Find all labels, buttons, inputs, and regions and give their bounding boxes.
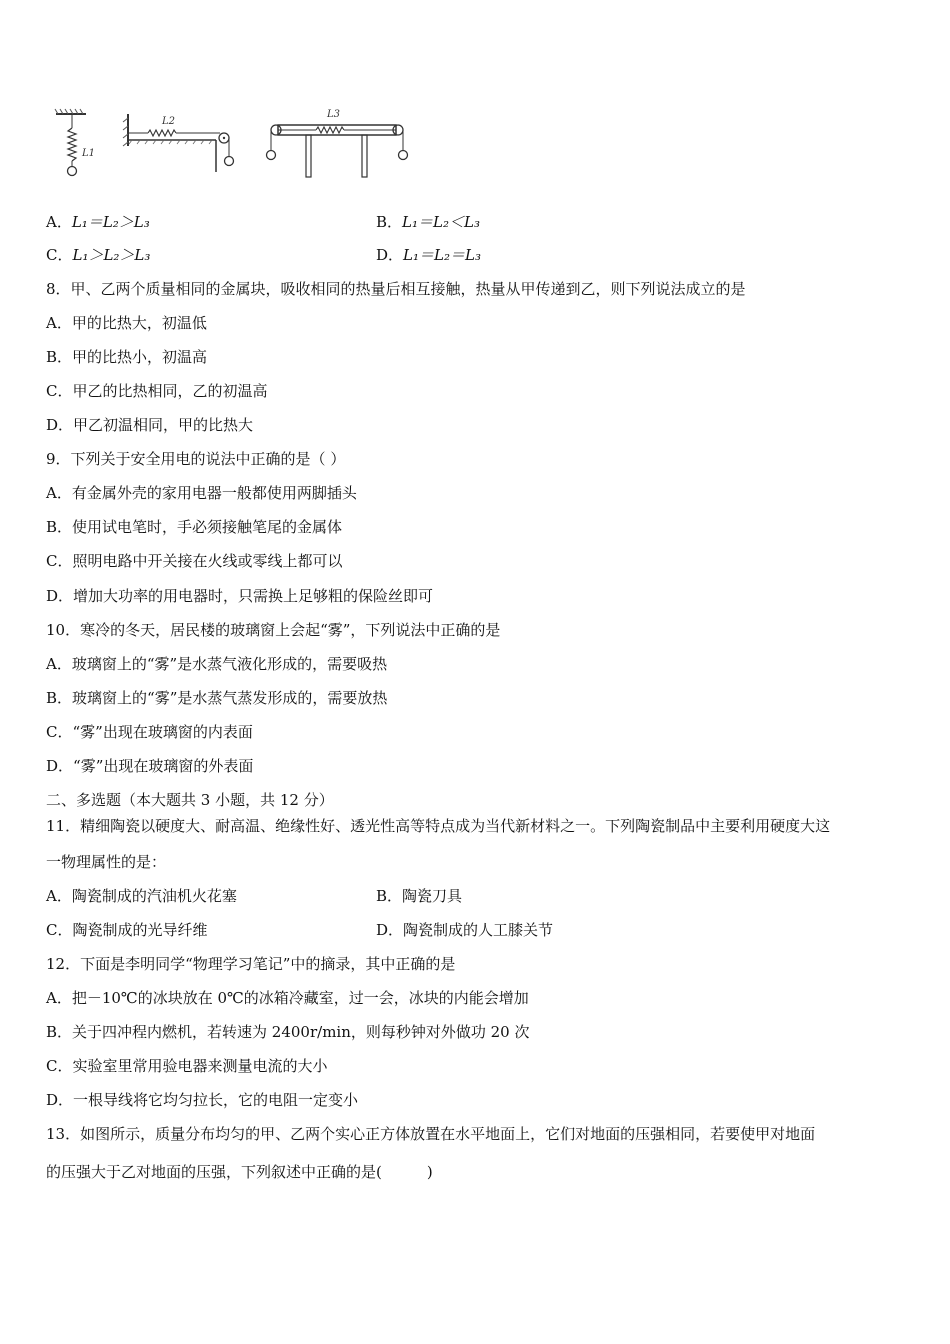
- q10-option-c: C．“雾”出现在玻璃窗的内表面: [46, 723, 253, 741]
- q12-option-a: A．把－10℃的冰块放在 0℃的冰箱冷藏室，过一会，冰块的内能会增加: [46, 989, 529, 1007]
- q13-stem-line-2: 的压强大于乙对地面的压强，下列叙述中正确的是( ): [46, 1163, 433, 1181]
- q11-option-d: D．陶瓷制成的人工膝关节: [376, 921, 554, 939]
- setup-1-hanging-spring: [55, 109, 95, 176]
- q11-options-row-1: [46, 886, 906, 906]
- q7-option-c: C．L₁＞L₂＞L₃: [46, 246, 151, 264]
- q9-option-b: B．使用试电笔时，手必须接触笔尾的金属体: [46, 518, 343, 536]
- q7-option-a: A．L₁＝L₂＞L₃: [46, 213, 150, 231]
- q7-options-row-2: [46, 245, 906, 265]
- q11-stem-line-1: 11．精细陶瓷以硬度大、耐高温、绝缘性好、透光性高等特点成为当代新材料之一。下列陶瓷制品中主要利用硬度大这: [46, 817, 831, 835]
- spring-figure: [48, 100, 418, 190]
- q7-options-row-1: [46, 212, 906, 232]
- q8-stem: 8．甲、乙两个质量相同的金属块，吸收相同的热量后相互接触，热量从甲传递到乙，则下列说法成立的是: [46, 280, 746, 298]
- q10-option-b: B．玻璃窗上的“雾”是水蒸气蒸发形成的，需要放热: [46, 689, 388, 707]
- setup-2-wall-pulley: [123, 114, 234, 172]
- section-heading-multiple-choice: 二、多选题（本大题共 3 小题，共 12 分）: [46, 791, 334, 809]
- q9-option-c: C．照明电路中开关接在火线或零线上都可以: [46, 552, 343, 570]
- q9-option-a: A．有金属外壳的家用电器一般都使用两脚插头: [46, 484, 357, 502]
- q9-option-d: D．增加大功率的用电器时，只需换上足够粗的保险丝即可: [46, 587, 434, 605]
- q11-stem-line-2: 一物理属性的是：: [46, 853, 167, 871]
- q8-option-d: D．甲乙初温相同，甲的比热大: [46, 416, 254, 434]
- q11-option-a: A．陶瓷制成的汽油机火花塞: [46, 887, 237, 905]
- q10-option-a: A．玻璃窗上的“雾”是水蒸气液化形成的，需要吸热: [46, 655, 388, 673]
- q12-option-b: B．关于四冲程内燃机，若转速为 2400r/min，则每秒钟对外做功 20 次: [46, 1023, 530, 1041]
- q12-option-d: D．一根导线将它均匀拉长，它的电阻一定变小: [46, 1091, 359, 1109]
- q10-stem: 10．寒冷的冬天，居民楼的玻璃窗上会起“雾”，下列说法中正确的是: [46, 621, 501, 639]
- setup-3-two-pulleys: [267, 109, 408, 177]
- q8-option-c: C．甲乙的比热相同，乙的初温高: [46, 382, 268, 400]
- label-L1: L1: [82, 148, 96, 159]
- q11-option-b: B．陶瓷刀具: [376, 887, 463, 905]
- q7-option-d: D．L₁＝L₂＝L₃: [376, 246, 481, 264]
- q12-stem: 12．下面是李明同学“物理学习笔记”中的摘录，其中正确的是: [46, 955, 456, 973]
- q12-option-c: C．实验室里常用验电器来测量电流的大小: [46, 1057, 328, 1075]
- label-L3: L3: [327, 109, 341, 120]
- q13-stem-line-1: 13．如图所示，质量分布均匀的甲、乙两个实心正方体放置在水平地面上，它们对地面的压强相同，若要使甲对地面: [46, 1125, 816, 1143]
- q9-stem: 9．下列关于安全用电的说法中正确的是（ ）: [46, 450, 346, 468]
- label-L2: L2: [162, 116, 176, 127]
- q11-options-row-2: [46, 920, 906, 940]
- q8-option-b: B．甲的比热小，初温高: [46, 348, 208, 366]
- q8-option-a: A．甲的比热大，初温低: [46, 314, 207, 332]
- q7-option-b: B．L₁＝L₂＜L₃: [376, 213, 480, 231]
- q11-option-c: C．陶瓷制成的光导纤维: [46, 921, 208, 939]
- q10-option-d: D．“雾”出现在玻璃窗的外表面: [46, 757, 254, 775]
